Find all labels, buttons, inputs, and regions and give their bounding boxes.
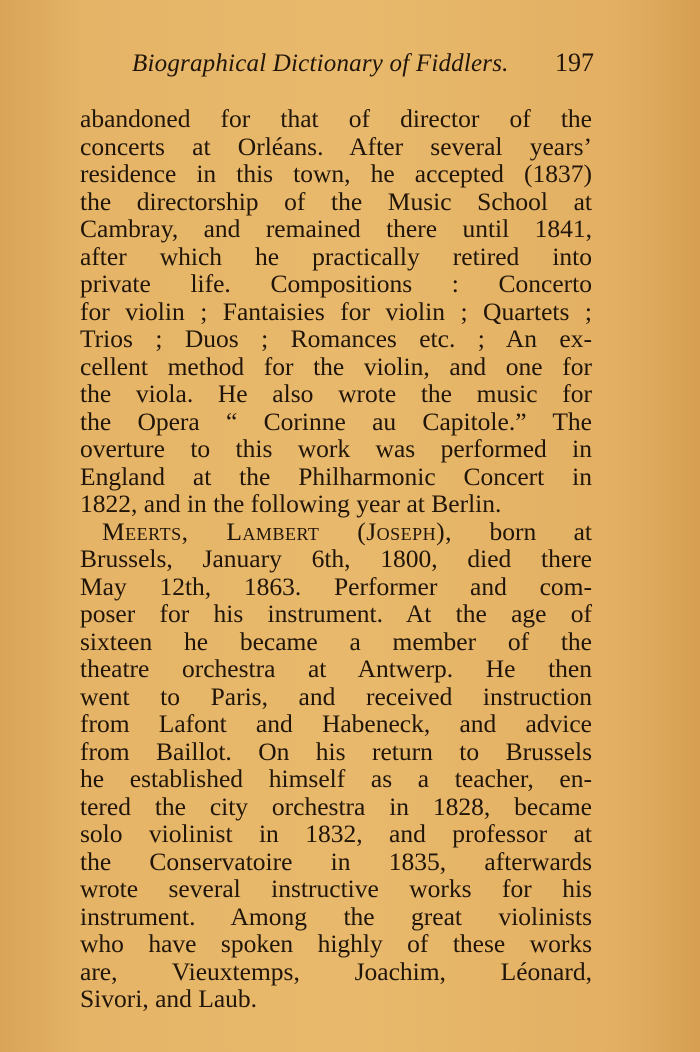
text-line: are, Vieuxtemps, Joachim, Léonard, — [80, 956, 592, 986]
text-line: the viola. He also wrote the music for — [80, 379, 592, 408]
page-number: 197 — [555, 48, 594, 77]
entry-first-line-rest: born at — [452, 516, 592, 546]
running-title: Biographical Dictionary of Fiddlers. — [132, 50, 509, 77]
text-line: for violin ; Fantaisies for violin ; Quartets ; — [80, 296, 592, 326]
text-line: tered the city orchestra in 1828, became — [80, 791, 592, 821]
text-line: cellent method for the violin, and one for — [80, 351, 592, 381]
text-line: instrument. Among the great violinists — [80, 901, 592, 931]
text-line: wrote several instructive works for his — [80, 874, 592, 903]
body-text — [80, 105, 592, 1013]
text-line: theatre orchestra at Antwerp. He then — [80, 654, 592, 683]
text-line: 1822, and in the following year at Berlin. — [80, 489, 502, 518]
text-line: poser for his instrument. At the age of — [80, 599, 592, 628]
entry-heading-line — [80, 518, 592, 546]
text-line: England at the Philharmonic Concert in — [80, 461, 592, 491]
text-line: went to Paris, and received instruction — [80, 681, 592, 711]
text-line: overture to this work was performed in — [80, 434, 592, 463]
text-line: May 12th, 1863. Performer and com- — [80, 571, 592, 601]
text-line: sixteen he became a member of the — [80, 626, 592, 656]
text-line: the directorship of the Music School at — [80, 186, 592, 216]
text-line: Trios ; Duos ; Romances etc. ; An ex- — [80, 324, 592, 353]
text-line: concerts at Orléans. After several years’ — [80, 131, 592, 161]
text-line: Sivori, and Laub. — [80, 984, 258, 1013]
text-line: from Lafont and Habeneck, and advice — [80, 709, 592, 738]
text-line: who have spoken highly of these works — [80, 929, 592, 958]
text-line: abandoned for that of director of the — [80, 104, 592, 133]
text-line: solo violinist in 1832, and professor at — [80, 819, 592, 848]
text-line: Brussels, January 6th, 1800, died there — [80, 544, 592, 573]
text-line: from Baillot. On his return to Brussels — [80, 736, 592, 766]
text-line: private life. Compositions : Concerto — [80, 269, 592, 298]
text-line: residence in this town, he accepted (1837) — [80, 159, 592, 188]
text-line: Cambray, and remained there until 1841, — [80, 214, 592, 243]
page-header — [132, 48, 594, 84]
text-line: after which he practically retired into — [80, 241, 592, 271]
text-line: the Opera “ Corinne au Capitole.” The — [80, 406, 592, 436]
text-line: the Conservatoire in 1835, afterwards — [80, 846, 592, 876]
entry-name: Meerts, Lambert (Joseph), — [102, 516, 453, 546]
text-line: he established himself as a teacher, en- — [80, 764, 592, 793]
